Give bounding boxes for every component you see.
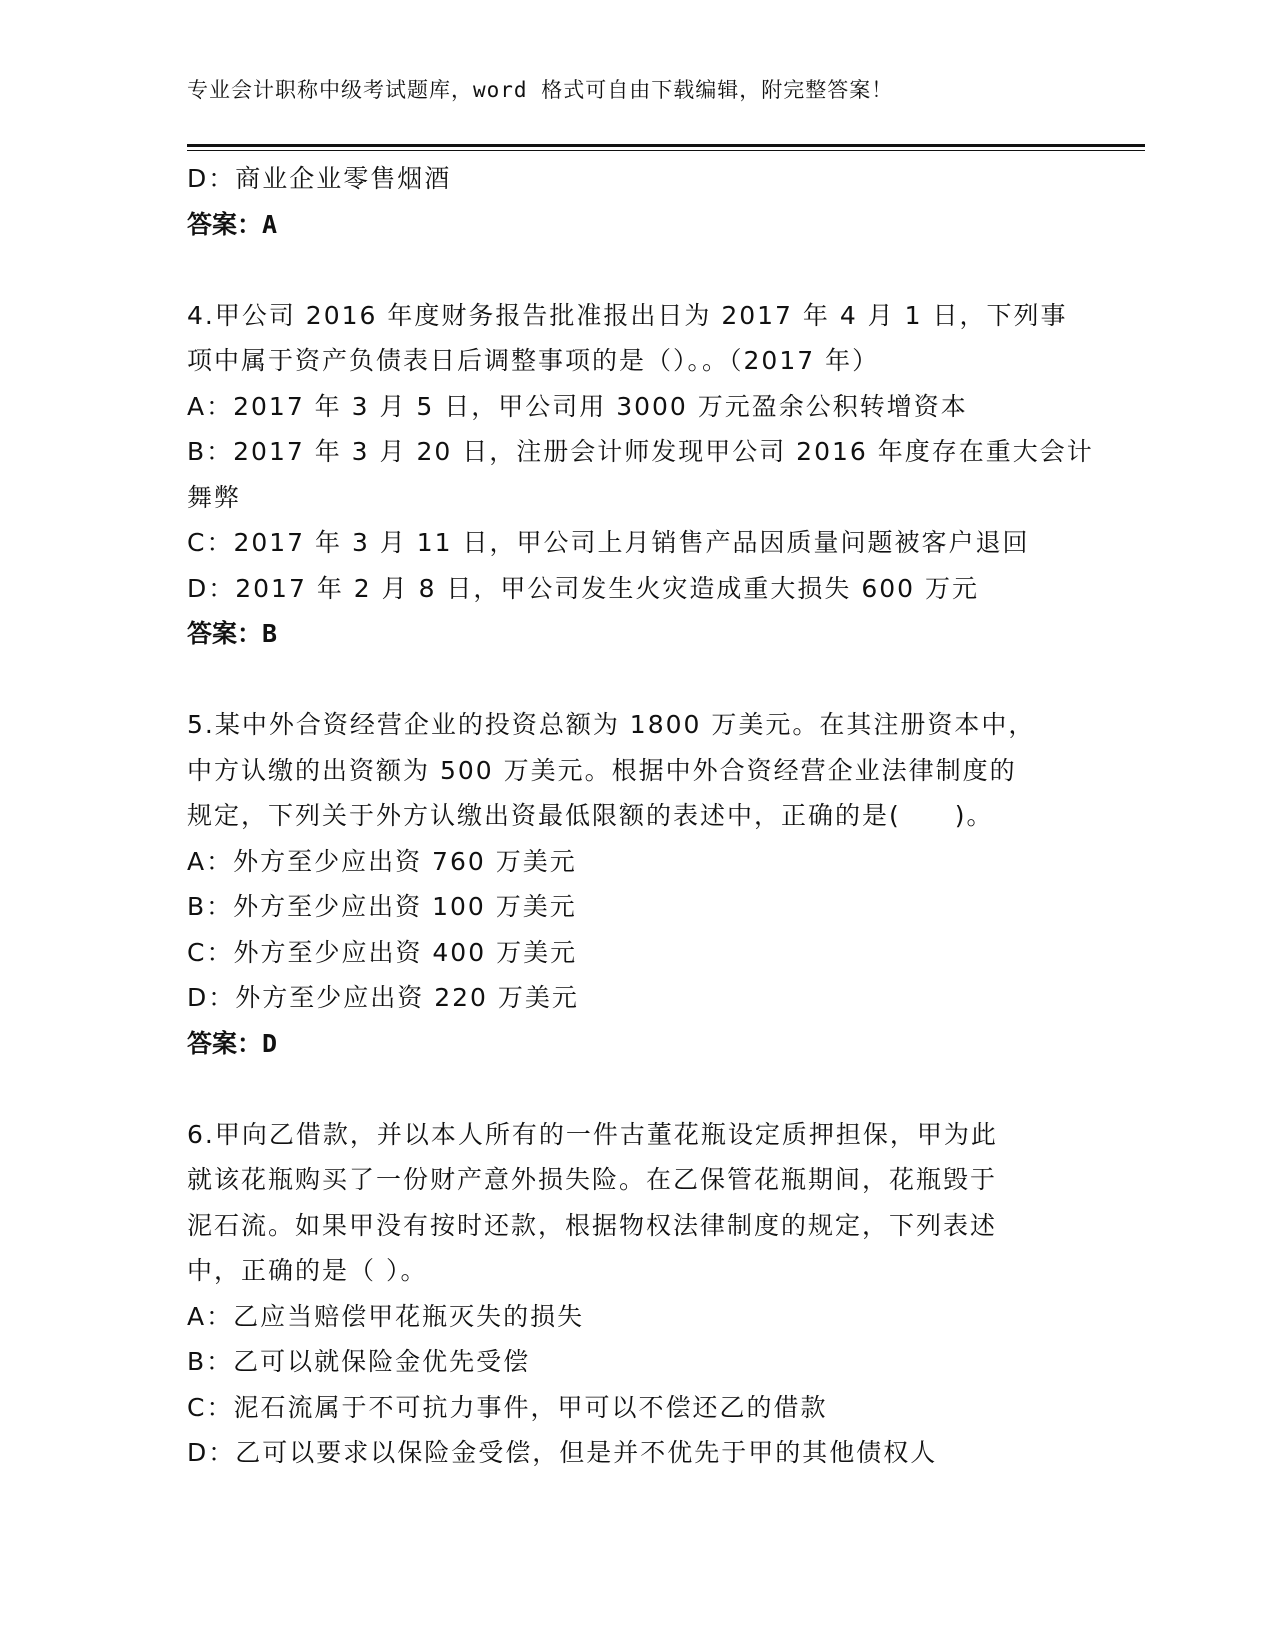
question-stem: 5.某中外合资经营企业的投资总额为 1800 万美元。在其注册资本中， <box>187 710 1036 739</box>
page-header: 专业会计职称中级考试题库，word 格式可自由下载编辑，附完整答案！ <box>187 78 894 102</box>
question-stem: 项中属于资产负债表日后调整事项的是（）。。（2017 年） <box>187 346 880 375</box>
option-d: D：乙可以要求以保险金受偿，但是并不优先于甲的其他债权人 <box>187 1438 938 1467</box>
question-6 <box>187 1112 1087 1476</box>
option-d: D：2017 年 2 月 8 日，甲公司发生火灾造成重大损失 600 万元 <box>187 573 980 603</box>
option-c: C：泥石流属于不可抗力事件，甲可以不偿还乙的借款 <box>187 1392 828 1422</box>
option-c: C：外方至少应出资 400 万美元 <box>187 937 578 967</box>
question-stem: 规定，下列关于外方认缴出资最低限额的表述中，正确的是( )。 <box>187 801 994 830</box>
question-stem: 泥石流。如果甲没有按时还款，根据物权法律制度的规定，下列表述 <box>187 1210 998 1240</box>
option-a: A：外方至少应出资 760 万美元 <box>187 846 577 876</box>
option-a: A：乙应当赔偿甲花瓶灭失的损失 <box>187 1301 585 1331</box>
answer: 答案：B <box>187 619 278 648</box>
question-5 <box>187 702 1087 1066</box>
option-b: B：乙可以就保险金优先受偿 <box>187 1347 531 1376</box>
question-4 <box>187 293 1094 657</box>
option-b-continued: 舞弊 <box>187 482 242 512</box>
header-rule-thin <box>187 150 1145 151</box>
question-stem: 中方认缴的出资额为 500 万美元。根据中外合资经营企业法律制度的 <box>187 755 1017 785</box>
answer: 答案：A <box>187 209 278 239</box>
question-3-tail <box>187 156 1087 247</box>
spacer <box>187 1066 1087 1112</box>
question-stem: 就该花瓶购买了一份财产意外损失险。在乙保管花瓶期间，花瓶毁于 <box>187 1165 998 1194</box>
header-rule-thick <box>187 144 1145 147</box>
answer: 答案：D <box>187 1028 278 1058</box>
question-stem: 6.甲向乙借款，并以本人所有的一件古董花瓶设定质押担保，甲为此 <box>187 1119 998 1149</box>
option-d: D：商业企业零售烟酒 <box>187 164 452 193</box>
question-stem: 4.甲公司 2016 年度财务报告批准报出日为 2017 年 4 月 1 日，下列事 <box>187 300 1068 330</box>
spacer <box>187 247 1087 293</box>
option-d: D：外方至少应出资 220 万美元 <box>187 983 579 1012</box>
option-b: B：外方至少应出资 100 万美元 <box>187 892 577 921</box>
question-stem: 中，正确的是（ ）。 <box>187 1256 428 1285</box>
spacer <box>187 657 1087 703</box>
document-body <box>187 156 1094 1476</box>
option-b: B：2017 年 3 月 20 日，注册会计师发现甲公司 2016 年度存在重大会计 <box>187 437 1094 466</box>
option-a: A：2017 年 3 月 5 日，甲公司用 3000 万元盈余公积转增资本 <box>187 391 968 421</box>
option-c: C：2017 年 3 月 11 日，甲公司上月销售产品因质量问题被客户退回 <box>187 528 1030 557</box>
